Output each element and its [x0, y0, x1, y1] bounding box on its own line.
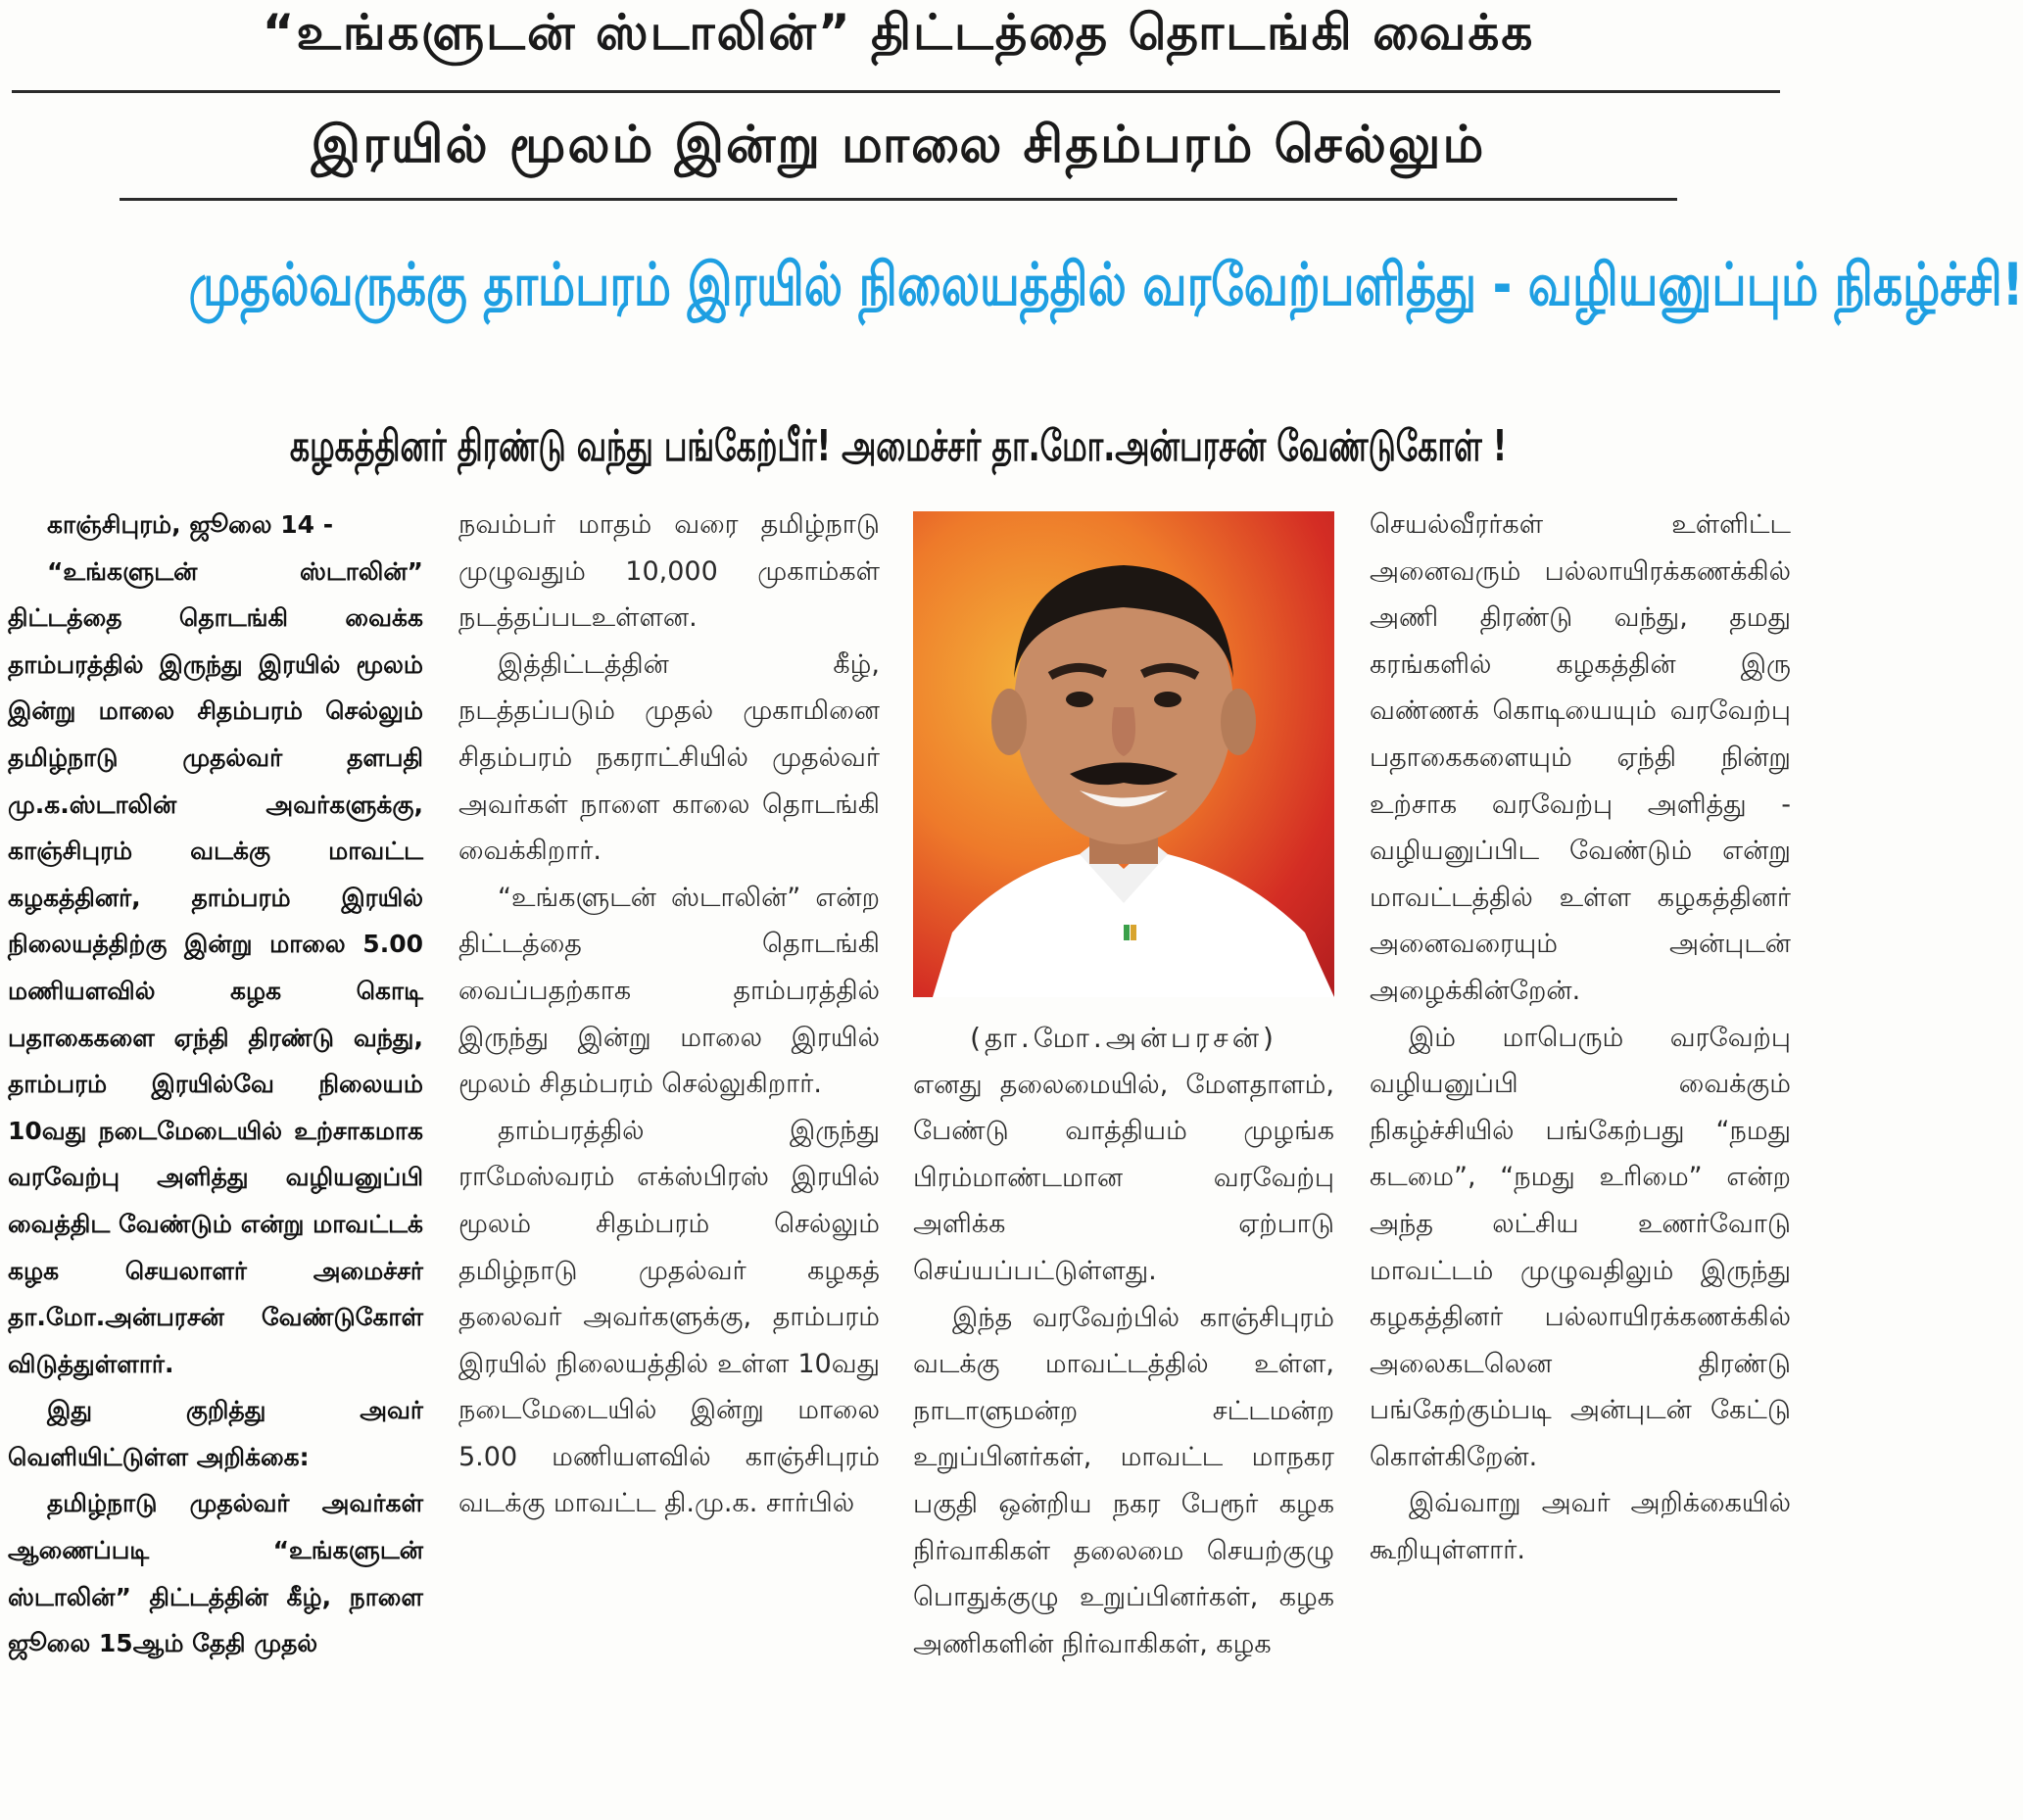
headline-1: “உங்களுடன் ஸ்டாலின்” திட்டத்தை தொடங்கி வைக்க: [262, 4, 1535, 61]
sub-headline: கழகத்தினர் திரண்டு வந்து பங்கேற்பீர்! அமைச்சர் தா.மோ.அன்பரசன் வேண்டுகோள் !: [289, 421, 1508, 471]
paragraph: “உங்களுடன் ஸ்டாலின்” திட்டத்தை தொடங்கி வைக்க தாம்பரத்தில் இருந்து இரயில் மூலம் இன்று மாலை சிதம்பரம் செல்லும் தமிழ்நாடு முதல்வர் தளபதி மு.க.ஸ்டாலின் அவர்களுக்கு, காஞ்சிபுரம் வடக்கு மாவட்ட கழகத்தினர், தாம்பரம் இரயில் நிலையத்திற்கு இன்று மாலை 5.00 மணியளவில் கழக கொடி பதாகைகளை ஏந்தி திரண்டு வந்து, தாம்பரம் இரயில்வே நிலையம் 10வது நடைமேடையில் உற்சாகமாக வரவேற்பு அளித்து வழியனுப்பி வைத்திட வேண்டும் என்று மாவட்டக் கழக செயலாளர் அமைச்சர் தா.மோ.அன்பரசன் வேண்டுகோள் விடுத்துள்ளார்.: [8, 556, 423, 1378]
paragraph: தாம்பரத்தில் இருந்து ராமேஸ்வரம் எக்ஸ்பிரஸ் இரயில் மூலம் சிதம்பரம் செல்லும் தமிழ்நாடு முதல்வர் கழகத் தலைவர் அவர்களுக்கு, தாம்பரம் இரயில் நிலையத்தில் உள்ள 10வது நடைமேடையில் இன்று மாலை 5.00 மணியளவில் காஞ்சிபுரம் வடக்கு மாவட்ட தி.மு.க. சார்பில்: [458, 1115, 880, 1519]
paragraph: “உங்களுடன் ஸ்டாலின்” என்ற திட்டத்தை தொடங்கி வைப்பதற்காக தாம்பரத்தில் இருந்து இன்று மாலை இரயில் மூலம் சிதம்பரம் செல்லுகிறார்.: [458, 882, 880, 1100]
paragraph: இவ்வாறு அவர் அறிக்கையில் கூறியுள்ளார்.: [1370, 1488, 1791, 1566]
main-headline-blue: முதல்வருக்கு தாம்பரம் இரயில் நிலையத்தில் வரவேற்பளித்து - வழியனுப்பும் நிகழ்ச்சி!: [188, 251, 2023, 319]
headline-rule-top: [12, 90, 1780, 93]
paragraph: இம் மாபெரும் வரவேற்பு வழியனுப்பி வைக்கும் நிகழ்ச்சியில் பங்கேற்பது “நமது கடமை”, “நமது உரிமை” என்ற அந்த லட்சிய உணர்வோடு மாவட்டம் முழுவதிலும் இருந்து கழகத்தினர் பல்லாயிரக்கணக்கில் அலைகடலென திரண்டு பங்கேற்கும்படி அன்புடன் கேட்டு கொள்கிறேன்.: [1370, 1022, 1791, 1472]
dateline: காஞ்சிபுரம், ஜூலை 14 -: [47, 510, 334, 539]
headline-rule-bottom: [120, 198, 1677, 201]
paragraph: நவம்பர் மாதம் வரை தமிழ்நாடு முழுவதும் 10,000 முகாம்கள் நடத்தப்படஉள்ளன.: [458, 509, 880, 634]
article-column-4: [1370, 502, 1791, 1816]
paragraph: இது குறித்து அவர் வெளியிட்டுள்ள அறிக்கை:: [8, 1396, 423, 1471]
paragraph: இந்த வரவேற்பில் காஞ்சிபுரம் வடக்கு மாவட்டத்தில் உள்ள, நாடாளுமன்ற சட்டமன்ற உறுப்பினர்கள், மாவட்ட மாநகர பகுதி ஒன்றிய நகர பேரூர் கழக நிர்வாகிகள் தலைமை செயற்குழு பொதுக்குழு உறுப்பினர்கள், கழக அணிகளின் நிர்வாகிகள், கழக: [913, 1302, 1334, 1659]
article-column-1: [8, 502, 423, 1816]
article-column-2: [458, 502, 880, 1816]
photo-caption: (தா.மோ.அன்பரசன்): [970, 1022, 1277, 1054]
portrait-illustration: [913, 511, 1334, 997]
article-column-3: [913, 1015, 1334, 1816]
paragraph: இத்திட்டத்தின் கீழ், நடத்தப்படும் முதல் முகாமினை சிதம்பரம் நகராட்சியில் முதல்வர் அவர்கள் நாளை காலை தொடங்கி வைக்கிறார்.: [458, 648, 880, 867]
paragraph: செயல்வீரர்கள் உள்ளிட்ட அனைவரும் பல்லாயிரக்கணக்கில் அணி திரண்டு வந்து, தமது கரங்களில் கழகத்தின் இரு வண்ணக் கொடியையும் வரவேற்பு பதாகைகளையும் ஏந்தி நின்று உற்சாக வரவேற்பு அளித்து - வழியனுப்பிட வேண்டும் என்று மாவட்டத்தில் உள்ள கழகத்தினர் அனைவரையும் அன்புடன் அழைக்கின்றேன்.: [1370, 509, 1791, 1006]
portrait-photo: [913, 511, 1334, 997]
paragraph: தமிழ்நாடு முதல்வர் அவர்கள் ஆணைப்படி “உங்களுடன் ஸ்டாலின்” திட்டத்தின் கீழ், நாளை ஜூலை 15ஆம் தேதி முதல்: [8, 1489, 423, 1658]
headline-2: இரயில் மூலம் இன்று மாலை சிதம்பரம் செல்லும்: [311, 116, 1486, 174]
paragraph: எனது தலைமையில், மேளதாளம், பேண்டு வாத்தியம் முழங்க பிரம்மாண்டமான வரவேற்பு அளிக்க ஏற்பாடு செய்யப்பட்டுள்ளது.: [913, 1069, 1334, 1286]
